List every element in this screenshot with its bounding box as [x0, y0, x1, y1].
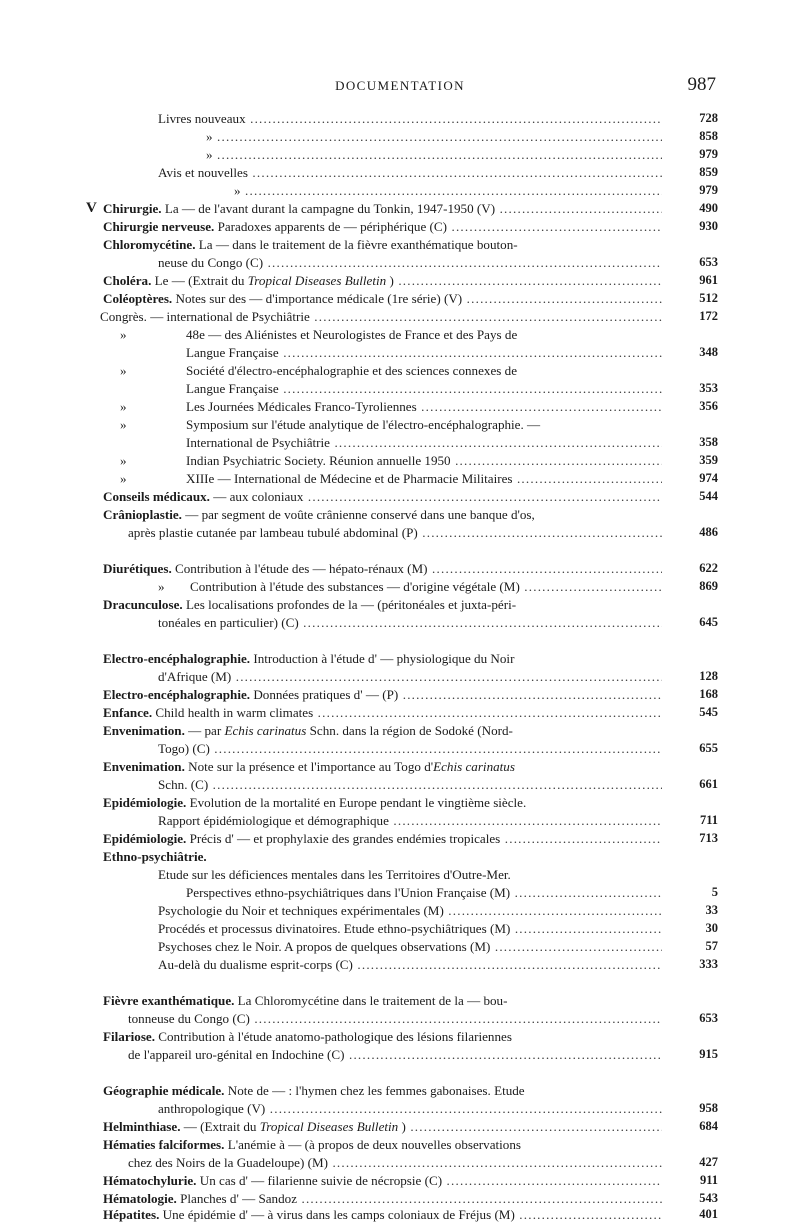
entry-text: d'Afrique (M) .....	[158, 668, 662, 685]
index-entry	[0, 128, 800, 145]
entry-page-number: 128	[699, 669, 718, 683]
entry-text: Enfance. Child health in warm climates .....	[103, 704, 662, 721]
index-entry	[0, 1172, 800, 1189]
entry-heading: Diurétiques.	[103, 561, 176, 576]
entry-page-number: 711	[699, 813, 718, 827]
ditto-mark: »	[120, 471, 127, 486]
entry-text: après plastie cutanée par lambeau tubulé abdominal (P) .....	[128, 524, 662, 541]
index-entry	[0, 1082, 800, 1099]
index-entry	[0, 704, 800, 721]
entry-text: 48e — des Aliénistes et Neurologistes de France et des Pays de	[186, 327, 518, 342]
entry-text: Psychoses chez le Noir. A propos de quelques observations (M) .....	[158, 938, 662, 955]
index-entry	[0, 470, 800, 487]
index-entry	[0, 812, 800, 829]
index-entry	[0, 1190, 800, 1207]
entry-heading: Dracunculose.	[103, 597, 186, 612]
index-entry	[0, 794, 800, 811]
ditto-mark: »	[120, 417, 127, 432]
index-entry	[0, 506, 800, 523]
page-number: 987	[687, 74, 716, 95]
entry-text: Congrès. — international de Psychiâtrie .....	[100, 308, 662, 325]
entry-text: Fièvre exanthématique. La Chloromycétine dans le traitement de la — bou-	[103, 993, 508, 1008]
entry-text: Psychologie du Noir et techniques expérimentales (M) .....	[158, 902, 662, 919]
ditto-mark: »	[158, 579, 165, 594]
ditto-mark: »	[120, 327, 127, 342]
entry-page-number: 859	[699, 165, 718, 179]
index-entry	[0, 452, 800, 469]
entry-text: Contribution à l'étude des substances — d'origine végétale (M) .....	[190, 578, 662, 595]
index-entry	[0, 686, 800, 703]
entry-heading: Fièvre exanthématique.	[103, 993, 238, 1008]
entry-heading: Géographie médicale.	[103, 1083, 228, 1098]
index-entry	[0, 272, 800, 289]
entry-heading: Ethno-psychiâtrie.	[103, 849, 207, 864]
entry-text: Etude sur les déficiences mentales dans les Territoires d'Outre-Mer.	[158, 867, 511, 882]
index-entry	[0, 326, 800, 343]
entry-page-number: 333	[699, 957, 718, 971]
entry-page-number: 401	[699, 1207, 718, 1221]
index-entry	[0, 290, 800, 307]
entry-text: chez des Noirs de la Guadeloupe) (M) .....	[128, 1154, 662, 1171]
index-entry	[0, 218, 800, 235]
index-entry	[0, 956, 800, 973]
entry-text: Chirurgie nerveuse. Paradoxes apparents de — périphérique (C) .....	[103, 218, 662, 235]
entry-heading: Epidémiologie.	[103, 831, 190, 846]
index-entry	[0, 308, 800, 325]
entry-text: » .....	[234, 182, 662, 199]
index-entry	[0, 362, 800, 379]
entry-text: » .....	[206, 146, 662, 163]
entry-page-number: 358	[699, 435, 718, 449]
index-entry	[0, 164, 800, 181]
entry-page-number: 353	[699, 381, 718, 395]
index-entry	[0, 830, 800, 847]
entry-text: tonneuse du Congo (C) .....	[128, 1010, 662, 1027]
index-entry	[0, 146, 800, 163]
entry-page-number: 858	[699, 129, 718, 143]
index-entry	[0, 884, 800, 901]
entry-text: Epidémiologie. Evolution de la mortalité en Europe pendant le vingtième siècle.	[103, 795, 527, 810]
entry-page-number: 653	[699, 1011, 718, 1025]
entry-page-number: 348	[699, 345, 718, 359]
index-entry	[0, 1046, 800, 1063]
entry-text: Epidémiologie. Précis d' — et prophylaxie des grandes endémies tropicales .....	[103, 830, 662, 847]
entry-text: Avis et nouvelles .....	[158, 164, 662, 181]
entry-heading: Helminthiase.	[103, 1119, 184, 1134]
entry-heading: Chirurgie.	[103, 201, 165, 216]
entry-page-number: 958	[699, 1101, 718, 1115]
entry-text: Helminthiase. — (Extrait du Tropical Diseases Bulletin ) .....	[103, 1118, 662, 1135]
entry-page-number: 911	[699, 1173, 718, 1187]
index-entry	[0, 992, 800, 1009]
entry-text: Envenimation. — par Echis carinatus Schn. dans la région de Sodoké (Nord-	[103, 723, 513, 738]
entry-page-number: 356	[699, 399, 718, 413]
index-entry	[0, 650, 800, 667]
index-entry	[0, 1100, 800, 1117]
entry-text: Dracunculose. Les localisations profondes de la — (péritonéales et juxta-péri-	[103, 597, 517, 612]
entry-text: Envenimation. Note sur la présence et l'importance au Togo d'Echis carinatus	[103, 759, 515, 774]
index-entry	[0, 578, 800, 595]
entry-page-number: 57	[705, 939, 718, 953]
entry-heading: Hépatites.	[103, 1207, 163, 1222]
entry-text: Filariose. Contribution à l'étude anatomo-pathologique des lésions filariennes	[103, 1029, 512, 1044]
index-entry	[0, 722, 800, 739]
index-entry	[0, 902, 800, 919]
index-entry	[0, 524, 800, 541]
entry-heading: Coléoptères.	[103, 291, 176, 306]
entry-page-number: 961	[699, 273, 718, 287]
entry-page-number: 930	[699, 219, 718, 233]
index-entry	[0, 1154, 800, 1171]
entry-page-number: 622	[699, 561, 718, 575]
entry-page-number: 5	[711, 885, 718, 899]
entry-heading: Electro-encéphalographie.	[103, 651, 254, 666]
index-entry	[0, 848, 800, 865]
index-entry	[0, 668, 800, 685]
entry-heading: Chloromycétine.	[103, 237, 199, 252]
index-entry	[0, 254, 800, 271]
entry-italic: Echis carinatus	[433, 759, 515, 774]
entry-text: Procédés et processus divinatoires. Etude ethno-psychiâtriques (M) .....	[158, 920, 662, 937]
entry-page-number: 490	[699, 201, 718, 215]
entry-page-number: 653	[699, 255, 718, 269]
entry-text: Société d'électro-encéphalographie et des sciences connexes de	[186, 363, 518, 378]
index-entry	[0, 344, 800, 361]
index-entry	[0, 596, 800, 613]
entry-page-number: 486	[699, 525, 718, 539]
entry-heading: Enfance.	[103, 705, 156, 720]
index-entry	[0, 1010, 800, 1027]
entry-text: Chloromycétine. La — dans le traitement de la fièvre exanthématique bouton-	[103, 237, 518, 252]
entry-text: Livres nouveaux .....	[158, 110, 662, 127]
entry-text: Les Journées Médicales Franco-Tyroliennes .....	[186, 398, 662, 415]
entry-text	[103, 848, 665, 865]
entry-text: Diurétiques. Contribution à l'étude des — hépato-rénaux (M) .....	[103, 560, 662, 577]
index-entry	[0, 614, 800, 631]
entry-page-number: 979	[699, 183, 718, 197]
index-entry	[0, 380, 800, 397]
entry-heading: Choléra.	[103, 273, 155, 288]
entry-text: Langue Française .....	[186, 380, 662, 397]
entry-text: Géographie médicale. Note de — : l'hymen chez les femmes gabonaises. Etude	[103, 1083, 525, 1098]
index-entry	[0, 866, 800, 883]
index-entry	[0, 182, 800, 199]
index-entry	[0, 1028, 800, 1045]
entry-heading: Hématologie.	[103, 1191, 181, 1206]
entry-text: Chirurgie. La — de l'avant durant la campagne du Tonkin, 1947-1950 (V) .....	[103, 200, 662, 217]
entry-text: Hématies falciformes. L'anémie à — (à propos de deux nouvelles observations	[103, 1137, 521, 1152]
entry-italic: Tropical Diseases Bulletin	[259, 1119, 399, 1134]
entry-text: XIIIe — International de Médecine et de Pharmacie Militaires .....	[186, 470, 662, 487]
entry-page-number: 915	[699, 1047, 718, 1061]
entry-heading: Electro-encéphalographie.	[103, 687, 254, 702]
ditto-mark: »	[120, 453, 127, 468]
entry-italic: Echis carinatus	[224, 723, 307, 738]
entry-italic: Tropical Diseases Bulletin	[247, 273, 387, 288]
entry-text: Conseils médicaux. — aux coloniaux .....	[103, 488, 662, 505]
index-entry	[0, 776, 800, 793]
entry-text: de l'appareil uro-génital en Indochine (C) .....	[128, 1046, 662, 1063]
entry-text: Indian Psychiatric Society. Réunion annuelle 1950 .....	[186, 452, 662, 469]
index-entry	[0, 920, 800, 937]
ditto-mark: »	[120, 363, 127, 378]
entry-text: Hématologie. Planches d' — Sandoz .....	[103, 1190, 662, 1207]
index-entry	[0, 560, 800, 577]
index-entry	[0, 938, 800, 955]
entry-text: Choléra. Le — (Extrait du Tropical Diseases Bulletin ) .....	[103, 272, 662, 289]
entry-page-number: 684	[699, 1119, 718, 1133]
entry-text: anthropologique (V) .....	[158, 1100, 662, 1117]
entry-text: Crânioplastie. — par segment de voûte crânienne conservé dans une banque d'os,	[103, 507, 535, 522]
index-entry	[0, 398, 800, 415]
entry-text: Rapport épidémiologique et démographique .....	[158, 812, 662, 829]
entry-page-number: 359	[699, 453, 718, 467]
entry-page-number: 545	[699, 705, 718, 719]
entry-heading: Chirurgie nerveuse.	[103, 219, 218, 234]
index-entry	[0, 236, 800, 253]
entry-text: Symposium sur l'étude analytique de l'électro-encéphalographie. —	[186, 417, 541, 432]
entry-heading: Hématies falciformes.	[103, 1137, 228, 1152]
entry-page-number: 172	[699, 309, 718, 323]
entry-heading: Epidémiologie.	[103, 795, 190, 810]
check-mark: V	[86, 200, 97, 216]
index-entry	[0, 416, 800, 433]
entry-heading: Envenimation.	[103, 723, 189, 738]
ditto-mark: »	[120, 399, 127, 414]
index-entry	[0, 1118, 800, 1135]
entry-page-number: 655	[699, 741, 718, 755]
index-entry	[0, 434, 800, 451]
index-entry	[0, 488, 800, 505]
entry-text: Togo) (C) .....	[158, 740, 662, 757]
entry-text: neuse du Congo (C) .....	[158, 254, 662, 271]
entry-text: Langue Française .....	[186, 344, 662, 361]
entry-page-number: 543	[699, 1191, 718, 1205]
entry-heading: Crânioplastie.	[103, 507, 186, 522]
entry-text: Hépatites. Une épidémie d' — à virus dans les camps coloniaux de Fréjus (M) .....	[103, 1206, 662, 1223]
entry-page-number: 645	[699, 615, 718, 629]
entry-page-number: 33	[705, 903, 718, 917]
entry-text: tonéales en particulier) (C) .....	[158, 614, 662, 631]
entry-page-number: 661	[699, 777, 718, 791]
entry-page-number: 713	[699, 831, 718, 845]
index-entry	[0, 740, 800, 757]
entry-page-number: 979	[699, 147, 718, 161]
entry-page-number: 427	[699, 1155, 718, 1169]
entry-page-number: 728	[699, 111, 718, 125]
entry-heading: Filariose.	[103, 1029, 159, 1044]
entry-text: » .....	[206, 128, 662, 145]
index-entry	[0, 1206, 800, 1223]
entry-page-number: 974	[699, 471, 718, 485]
entry-heading: Hématochylurie.	[103, 1173, 200, 1188]
entry-page-number: 168	[699, 687, 718, 701]
entry-text: International de Psychiâtrie .....	[186, 434, 662, 451]
index-entry	[0, 758, 800, 775]
entry-page-number: 869	[699, 579, 718, 593]
entry-heading: Envenimation.	[103, 759, 189, 774]
entry-text: Electro-encéphalographie. Données pratiques d' — (P) .....	[103, 686, 662, 703]
running-header-title: DOCUMENTATION	[335, 78, 465, 93]
index-entry	[0, 110, 800, 127]
entry-text: Schn. (C) .....	[158, 776, 662, 793]
entry-text: Coléoptères. Notes sur des — d'importance médicale (1re série) (V) .....	[103, 290, 662, 307]
index-entry	[0, 1136, 800, 1153]
entry-heading: Conseils médicaux.	[103, 489, 214, 504]
entry-page-number: 512	[699, 291, 718, 305]
entry-text: Perspectives ethno-psychiâtriques dans l'Union Française (M) .....	[186, 884, 662, 901]
entry-text: Hématochylurie. Un cas d' — filarienne suivie de nécropsie (C) .....	[103, 1172, 662, 1189]
entry-text: Au-delà du dualisme esprit-corps (C) .....	[158, 956, 662, 973]
entry-page-number: 30	[705, 921, 718, 935]
entry-text: Electro-encéphalographie. Introduction à l'étude d' — physiologique du Noir	[103, 651, 515, 666]
entry-page-number: 544	[699, 489, 718, 503]
index-entry	[0, 200, 800, 217]
